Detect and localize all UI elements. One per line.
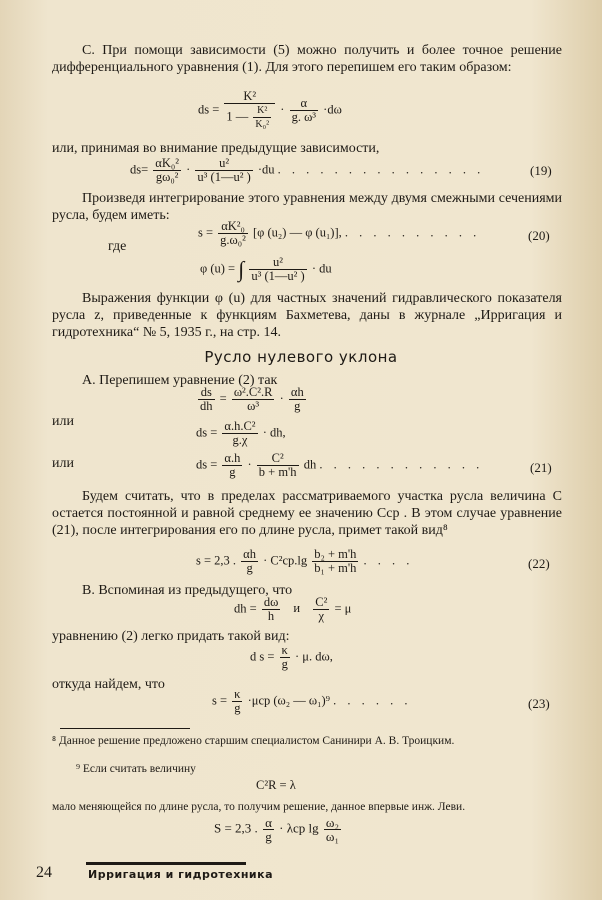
equation-number: (22)	[528, 556, 550, 571]
footnote-rule	[60, 728, 190, 729]
text-b3: откуда найдем, что	[52, 677, 165, 692]
footnote-9-eq2: S = 2,3 . $\frac{\alpha}{g}$ · λср lg $\frac{\text{ω₂}}{\text{ω₁}}$	[214, 815, 339, 844]
equation-20: s = $\frac{\text{αK²₀}}{\text{g.ω₀²}}$ [φ (u₂) — φ (u₁)], . . . . . . . . . .	[198, 219, 481, 247]
page-number: 24	[36, 864, 52, 881]
equation-number: (20)	[528, 228, 550, 243]
section-heading: Русло нулевого уклона	[204, 348, 398, 366]
fraction: K² 1 — $\frac{\text{K²}}{\text{K₀²}}$	[224, 90, 275, 131]
paragraph-phi-values: Выражения функции φ (u) для частных значений гидравлического показателя русла z, приведенные к функциям Бахметева, даны в журнале „Ирригация и гидротехника“ № 5, 1935 г., на стр. 14.	[52, 291, 562, 340]
footnote-9: ⁹ Если считать величину	[76, 763, 196, 775]
equation-b2: d s = $\frac{\kappa}{g}$ · μ. dω,	[250, 643, 333, 671]
equation-23: s = $\frac{\kappa}{g}$ ·μср (ω₂ — ω₁)⁹ . . . . . .	[212, 687, 412, 715]
eq-lhs: ds =	[198, 102, 220, 117]
equation-number: (23)	[528, 696, 550, 711]
equation-b1: dh = $\frac{d\omega}{h}$ и $\frac{\text{C²}}{\chi}$ = μ	[234, 595, 352, 623]
text-b2: уравнению (2) легко придать такой вид:	[52, 629, 290, 644]
equation-phi: φ (u) = ∫ $\frac{\text{u²}}{\text{u³ (1—u² )}}$ · du	[200, 255, 332, 283]
equation-number: (21)	[530, 460, 552, 475]
text-a: А. Перепишем уравнение (2) так	[82, 373, 278, 388]
text-ili: или	[52, 414, 74, 429]
equation-1: ds = K² 1 — $\frac{\text{K²}}{\text{K₀²}}$ · $\frac{\alpha}{\text{g. ω³}}$ ·dω	[198, 89, 342, 130]
paragraph-c-constant: Будем считать, что в пределах рассматриваемого участка русла величина С остается постоянной и равной среднему ее значению Cср . В этом случае уравнение (21), после интегрирования его по длине русла, примет такой вид⁸	[52, 489, 562, 538]
equation-22: s = 2,3 . $\frac{\alpha h}{g}$ · C²ср.lg $\frac{\text{b₂ + m'h}}{\text{b₁ + m'h}}$ . . . .	[196, 547, 414, 575]
equation-19: ds= $\frac{\text{αK₀²}}{\text{gω₀²}}$ · $\frac{\text{u²}}{\text{u³ (1—u² )}}$ ·du . . . . . . . . . . . . . . .	[130, 156, 485, 184]
equation-a1: $\frac{ds}{dh}$ = $\frac{\text{ω².C².R}}{\text{ω³}}$ · $\frac{\alpha h}{g}$	[200, 385, 304, 413]
footnote-9-text: мало меняющейся по длине русла, то получим решение, данное впервые инж. Леви.	[52, 801, 466, 813]
equation-21: ds = $\frac{\alpha.h}{g}$ · $\frac{\text{C²}}{b + m'h}$ dh . . . . . . . . . . . .	[196, 451, 484, 479]
text-ili-prinimaya: или, принимая во внимание предыдущие зависимости,	[52, 141, 380, 156]
text-b: В. Вспоминая из предыдущего, что	[82, 583, 293, 598]
footnote-9-eq: C²R = λ	[256, 778, 296, 792]
footnote-8: ⁸ Данное решение предложено старшим специалистом Санинири А. В. Троицким.	[52, 735, 455, 747]
text-gde: где	[108, 239, 127, 254]
footer-rule	[86, 862, 246, 865]
equation-a2: ds = $\frac{\text{α.h.C²}}{g.\chi}$ · dh,	[196, 419, 286, 447]
equation-number: (19)	[530, 163, 552, 178]
fraction: $\frac{\alpha}{\text{g. ω³}}$	[291, 96, 317, 124]
paragraph-intro: С. При помощи зависимости (5) можно получить и более точное решение дифференциального уравнения (1). Для этого перепишем его таким образом:	[52, 43, 562, 75]
text-ili: или	[52, 456, 74, 471]
journal-title: Ирригация и гидротехника	[88, 868, 274, 881]
paragraph-integration: Произведя интегрирование этого уравнения между двумя смежными сечениями русла, будем иметь:	[52, 191, 562, 223]
